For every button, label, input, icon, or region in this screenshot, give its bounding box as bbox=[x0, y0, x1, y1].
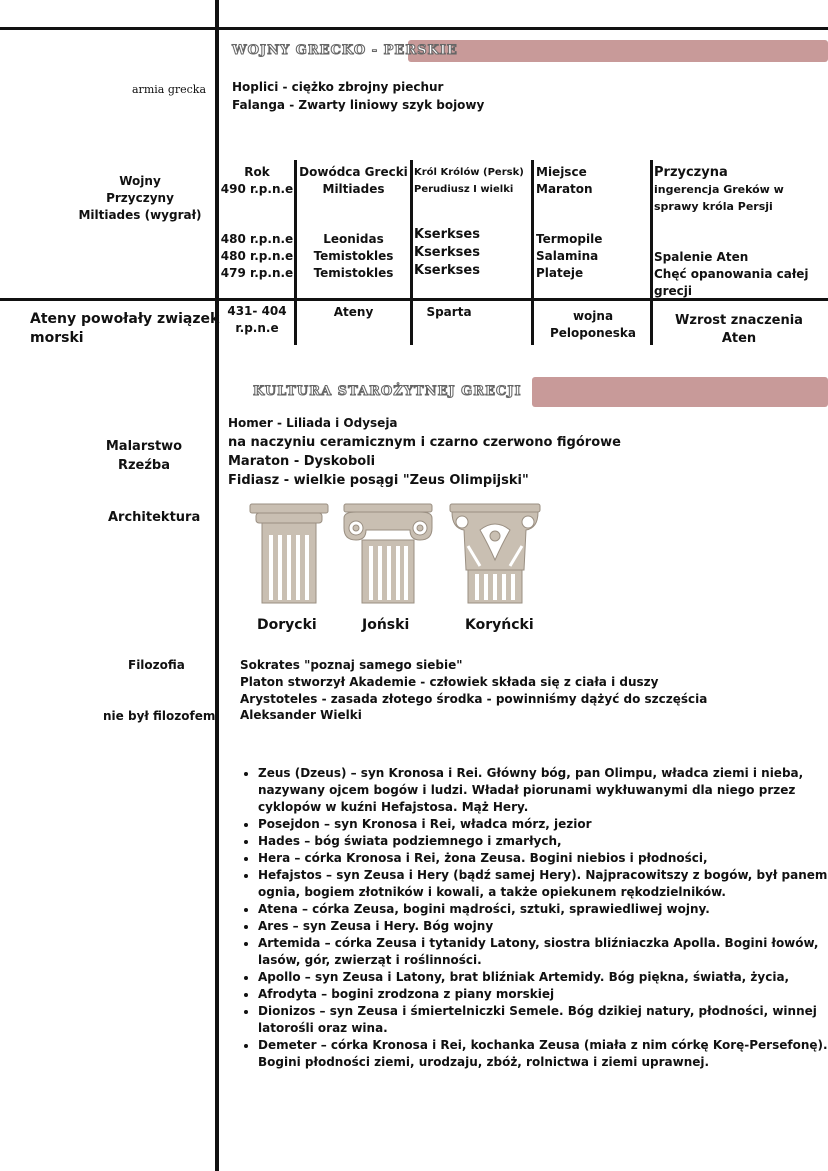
list-item: • Atena – córka Zeusa, bogini mądrości, sztuki, sprawiedliwej wojny. bbox=[258, 901, 828, 918]
malarstwo-line-2: Rzeźba bbox=[117, 458, 171, 473]
armia-line-2: Falanga - Zwarty liniowy szyk bojowy bbox=[232, 98, 485, 112]
przyczyna-first-1: ingerencja Greków w bbox=[654, 183, 784, 196]
table-col-rok-rest bbox=[220, 231, 294, 282]
bottom-przyczyna-1: Wzrost znaczenia bbox=[675, 313, 803, 328]
wojny-label-line-2: Przyczyny bbox=[106, 191, 174, 205]
bottom-przyczyna bbox=[654, 312, 824, 348]
section-title-kultura: KULTURA STAROŻYTNEJ GRECJI bbox=[253, 384, 522, 399]
rok-rest-2: 480 r.p.n.e bbox=[220, 249, 294, 263]
kultura-line-1: Homer - Liliada i Odyseja bbox=[228, 416, 398, 430]
miejsce-first: Maraton bbox=[536, 182, 593, 196]
bottom-krol: Sparta bbox=[426, 305, 472, 319]
filozofia-lines bbox=[240, 657, 707, 708]
dowodca-rest-3: Temistokles bbox=[313, 266, 394, 280]
list-item: • Posejdon – syn Kronosa i Rei, władca mórz, jezior bbox=[258, 816, 828, 833]
wojny-label-line-1: Wojny bbox=[119, 174, 161, 188]
table-col-sep-2 bbox=[410, 160, 413, 345]
table-col-dowodca bbox=[297, 164, 410, 198]
list-item: • Apollo – syn Zeusa i Latony, brat bliźniak Artemidy. Bóg piękna, światła, życia, bbox=[258, 969, 828, 986]
doric-column-icon bbox=[250, 504, 328, 603]
dowodca-rest-2: Temistokles bbox=[313, 249, 394, 263]
kultura-line-3: Maraton - Dyskoboli bbox=[228, 454, 376, 469]
table-col-miejsce bbox=[536, 164, 650, 198]
przyczyna-rest-3: grecji bbox=[654, 284, 692, 298]
przyczyna-rest-2: Chęć opanowania całej bbox=[654, 267, 809, 281]
greek-columns-illustration bbox=[240, 500, 550, 608]
armia-line-1: Hoplici - ciężko zbrojny piechur bbox=[232, 80, 444, 94]
bottom-rok bbox=[220, 303, 294, 337]
filozofia-label: Filozofia bbox=[128, 658, 185, 672]
column-label-ionic: Joński bbox=[362, 617, 410, 633]
bottom-rok-1: 431- 404 bbox=[227, 304, 287, 318]
top-divider bbox=[0, 27, 828, 30]
ateny-label-line-1: Ateny powołały związek bbox=[30, 311, 220, 327]
list-item: • Dionizos – syn Zeusa i śmiertelniczki Semele. Bóg dzikiej natury, płodności, winnej latorośli oraz wina. bbox=[258, 1003, 828, 1037]
ateny-label-line-2: morski bbox=[30, 330, 84, 346]
wojny-label bbox=[70, 173, 210, 224]
table-col-krol bbox=[414, 164, 531, 198]
filozofia-line-1: Sokrates "poznaj samego siebie" bbox=[240, 658, 463, 672]
krol-rest-3: Kserkses bbox=[414, 263, 480, 278]
table-col-dowodca-rest bbox=[297, 231, 410, 282]
corinthian-column-icon bbox=[450, 504, 540, 603]
krol-first: Perudiusz I wielki bbox=[414, 184, 514, 195]
krol-header: Król Królów (Persk) bbox=[414, 167, 524, 178]
list-item: • Hades – bóg świata podziemnego i zmarłych, bbox=[258, 833, 828, 850]
przyczyna-header: Przyczyna bbox=[654, 165, 728, 180]
dowodca-header: Dowódca Grecki bbox=[299, 165, 408, 179]
list-item: • Afrodyta – bogini zrodzona z piany morskiej bbox=[258, 986, 828, 1003]
column-label-corinthian: Koryńcki bbox=[465, 617, 534, 633]
table-col-krol-rest bbox=[414, 226, 531, 280]
ateny-label bbox=[30, 310, 219, 348]
kultura-lines bbox=[228, 414, 621, 490]
kultura-line-2: na naczyniu ceramicznym i czarno czerwono figórowe bbox=[228, 435, 621, 450]
bottom-przyczyna-2: Aten bbox=[721, 331, 757, 346]
list-item: • Demeter – córka Kronosa i Rei, kochanka Zeusa (miała z nim córkę Korę-Persefonę). Bogini płodności ziemi, urodzaju, zbóż, rolnictwa i ziemi uprawnej. bbox=[258, 1037, 828, 1071]
wojny-label-line-3: Miltiades (wygrał) bbox=[78, 208, 202, 222]
przyczyna-rest-1: Spalenie Aten bbox=[654, 250, 749, 264]
list-item: • Hefajstos – syn Zeusa i Hery (bądź samej Hery). Najpracowitszy z bogów, był panem ognia, bogiem złotników i kowali, a także opiekunem rękodzielników. bbox=[258, 867, 828, 901]
dowodca-rest-1: Leonidas bbox=[323, 232, 384, 246]
miejsce-rest-3: Plateje bbox=[536, 266, 584, 280]
miejsce-rest-1: Termopile bbox=[536, 232, 603, 246]
przyczyna-first-2: sprawy króla Persji bbox=[654, 200, 773, 213]
vertical-divider bbox=[215, 0, 219, 1171]
bottom-dowodca: Ateny bbox=[333, 305, 374, 319]
armia-label: armia grecka bbox=[132, 83, 207, 96]
malarstwo-line-1: Malarstwo bbox=[105, 439, 183, 454]
table-col-miejsce-rest bbox=[536, 231, 650, 282]
malarstwo-label bbox=[84, 437, 204, 475]
column-label-doric: Dorycki bbox=[257, 617, 317, 633]
krol-rest-2: Kserkses bbox=[414, 245, 480, 260]
title-brush-1 bbox=[408, 40, 828, 62]
list-item: • Artemida – córka Zeusa i tytanidy Latony, siostra bliźniaczka Apolla. Bogini łowów, lasów, gór, zwierząt i roślinności. bbox=[258, 935, 828, 969]
rok-header: Rok bbox=[244, 165, 270, 179]
nie-filozof-value: Aleksander Wielki bbox=[240, 708, 362, 722]
nie-filozof-label: nie był filozofem bbox=[103, 709, 216, 723]
ionic-column-icon bbox=[344, 504, 432, 603]
miejsce-rest-2: Salamina bbox=[536, 249, 599, 263]
bottom-miejsce-2: Peloponeska bbox=[549, 326, 637, 340]
title-brush-2 bbox=[532, 377, 828, 407]
bottom-rok-2: r.p.n.e bbox=[235, 321, 279, 335]
filozofia-line-2: Platon stworzył Akademie - człowiek składa się z ciała i duszy bbox=[240, 675, 659, 689]
table-col-rok bbox=[220, 164, 294, 198]
krol-rest-1: Kserkses bbox=[414, 227, 480, 242]
section-title-wojny: WOJNY GRECKO - PERSKIE bbox=[232, 43, 458, 58]
architektura-label: Architektura bbox=[108, 510, 201, 525]
rok-rest-3: 479 r.p.n.e bbox=[220, 266, 294, 280]
kultura-line-4: Fidiasz - wielkie posągi "Zeus Olimpijski" bbox=[228, 473, 529, 488]
list-item: • Zeus (Dzeus) – syn Kronosa i Rei. Główny bóg, pan Olimpu, władca ziemi i nieba, nazywany ojcem bogów i ludzi. Władał piorunami wykłuwanymi dla niego przez cyklopów w kuźni Hefajstosa. Mąż Hery. bbox=[258, 765, 828, 816]
bottom-miejsce-1: wojna bbox=[572, 309, 614, 323]
miejsce-header: Miejsce bbox=[536, 165, 587, 179]
dowodca-first: Miltiades bbox=[322, 182, 385, 196]
rok-rest-1: 480 r.p.n.e bbox=[220, 232, 294, 246]
rok-first: 490 r.p.n.e bbox=[220, 182, 294, 196]
table-col-przyczyna-rest bbox=[654, 249, 828, 300]
table-col-przyczyna bbox=[654, 164, 824, 215]
gods-list bbox=[240, 765, 828, 1071]
list-item: • Hera – córka Kronosa i Rei, żona Zeusa. Bogini niebios i płodności, bbox=[258, 850, 828, 867]
bottom-miejsce bbox=[534, 308, 652, 342]
filozofia-line-3: Arystoteles - zasada złotego środka - powinniśmy dążyć do szczęścia bbox=[240, 692, 708, 706]
list-item: • Ares – syn Zeusa i Hery. Bóg wojny bbox=[258, 918, 828, 935]
